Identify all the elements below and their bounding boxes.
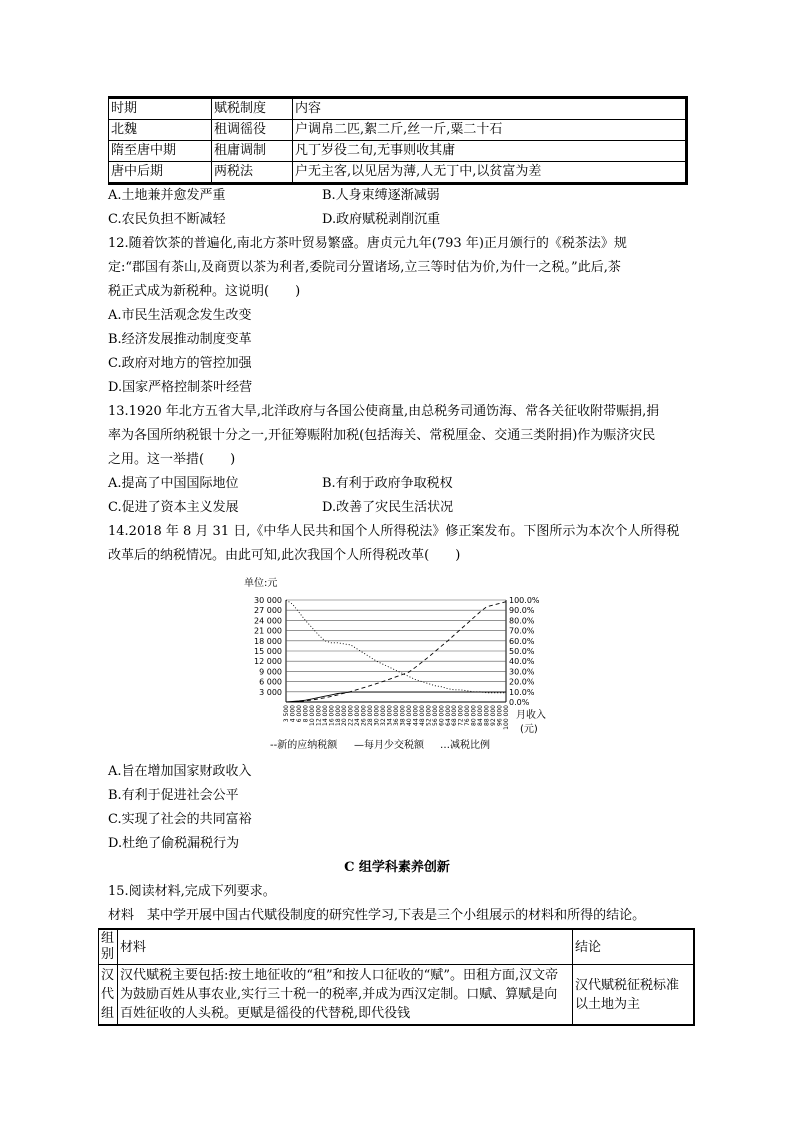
x-tick-label: 32 000 [380,705,388,726]
x-tick-label: 14 000 [321,705,329,726]
x-tick-label: 76 000 [464,705,472,726]
y-right-tick-label: 10.0% [509,687,535,697]
table-header-cell: 赋税制度 [212,98,293,120]
q14-option-a: A.旨在增加国家财政收入 [108,764,252,779]
legend-item: —每月少交税额 [354,740,424,751]
series-line-减税比例 [286,600,506,693]
q13-option-b: B.有利于政府争取税权 [322,476,453,491]
q13-option-d: D.改善了灾民生活状况 [322,500,454,515]
x-tick-label: 24 000 [354,705,362,726]
x-tick-label: 88 000 [483,705,491,726]
x-tick-label: 56 000 [431,705,439,726]
q13-stem-line: 之用。这一举措( ) [108,452,236,467]
y-left-tick-label: 21 000 [254,626,282,636]
table-cell: 汉代组 [99,965,118,1026]
section-title: C 组学科素养创新 [344,860,450,875]
q12-stem-line: 12.随着饮茶的普遍化,南北方茶叶贸易繁盛。唐贞元九年(793 年)正月颁行的《税茶法》规 [108,236,627,251]
x-tick-label: 30 000 [373,705,381,726]
x-tick-label: 4 000 [289,705,297,723]
table-cell: 隋至唐中期 [109,141,212,162]
q11-option-b: B.人身束缚逐渐减弱 [322,188,440,203]
x-tick-label: 60 000 [438,705,446,726]
y-right-tick-label: 60.0% [509,636,535,646]
y-left-tick-label: 24 000 [254,616,282,626]
y-left-tick-label: 3 000 [259,687,282,697]
q12-option-c: C.政府对地方的管控加强 [108,356,252,371]
y-right-tick-label: 20.0% [509,677,535,687]
table-cell: 户无主客,以见居为薄,人无丁中,以贫富为差 [293,162,687,184]
y-left-tick-label: 27 000 [254,606,282,616]
q13-stem-line: 率为各国所纳税银十分之一,开征筹赈附加税(包括海关、常税厘金、交通三类附捐)作为赈济灾民 [108,428,656,443]
q13-option-a: A.提高了中国国际地位 [108,476,239,491]
x-tick-label: 68 000 [451,705,459,726]
table-cell: 租庸调制 [212,141,293,162]
q14-option-b: B.有利于促进社会公平 [108,788,239,803]
x-tick-label: 18 000 [334,705,342,726]
tax-reform-chart [230,572,570,754]
table-header-row [109,98,687,120]
q11-option-d: D.政府赋税剥削沉重 [322,212,441,227]
x-tick-label: 48 000 [418,705,426,726]
table-row [99,965,695,1026]
series-line-新的应纳税额 [286,602,506,702]
table-cell: 租调徭役 [212,120,293,141]
x-tick-label: 80 000 [470,705,478,726]
table-row [109,141,687,162]
y-right-tick-label: 100.0% [509,596,540,605]
q14-option-c: C.实现了社会的共同富裕 [108,812,252,827]
q12-stem-line: 定:“郡国有茶山,及商贾以茶为利者,委院司分置诸场,立三等时估为价,为什一之税。”此后,茶 [108,260,621,275]
x-tick-label: 28 000 [367,705,375,726]
x-tick-label: 8 000 [302,705,310,723]
q11-option-c: C.农民负担不断减轻 [108,212,226,227]
y-left-tick-label: 9 000 [259,667,282,677]
q12-option-b: B.经济发展推动制度变革 [108,332,252,347]
material-table [98,928,695,1026]
tax-system-table [108,96,688,185]
legend-item: --新的应纳税额 [270,740,338,751]
y-right-tick-label: 70.0% [509,626,535,636]
x-tick-label: 20 000 [341,705,349,726]
y-right-tick-label: 0.0% [509,698,530,707]
table-header-cell: 结论 [573,929,695,965]
y-right-tick-label: 40.0% [509,657,535,667]
x-tick-label: 36 000 [393,705,400,726]
table-header-cell: 材料 [118,929,573,965]
table-row [109,162,687,184]
q13-option-c: C.促进了资本主义发展 [108,500,239,515]
table-header-cell: 组别 [99,929,118,965]
table-header-cell: 内容 [293,98,687,120]
q14-stem-line: 改革后的纳税情况。由此可知,此次我国个人所得税改革( ) [108,548,461,563]
table-header-row [99,929,695,965]
y-right-tick-label: 30.0% [509,667,535,677]
x-tick-label: 52 000 [425,705,433,726]
y-left-tick-label: 12 000 [254,657,282,667]
x-tick-label: 92 000 [490,705,498,726]
x-tick-label: 40 000 [405,705,413,726]
legend-item: …减税比例 [440,740,490,751]
x-tick-label: 44 000 [412,705,420,726]
q13-stem-line: 13.1920 年北方五省大旱,北洋政府与各国公使商量,由总税务司通饬海、常各关征收附带赈捐,捐 [108,404,660,419]
y-left-tick-label: 30 000 [254,596,282,605]
x-tick-label: 3 500 [283,705,290,723]
table-cell: 唐中后期 [109,162,212,184]
q12-option-a: A.市民生活观念发生改变 [108,308,252,323]
x-tick-label: 10 000 [308,705,316,726]
y-left-tick-label: 6 000 [259,677,282,687]
x-tick-label: 16 000 [328,705,336,726]
q15-stem-line: 15.阅读材料,完成下列要求。 [108,884,276,899]
chart-unit-label: 单位:元 [244,578,278,589]
x-tick-label: 64 000 [444,705,452,726]
q12-stem-line: 税正式成为新税种。这说明( ) [108,284,301,299]
x-tick-label: 22 000 [347,705,355,726]
q15-stem-line: 材料 某中学开展中国古代赋役制度的研究性学习,下表是三个小组展示的材料和所得的结论。 [108,908,646,923]
chart-xlabel: 月收入 [516,710,546,721]
x-tick-label: 100 000 [503,705,510,730]
y-right-tick-label: 90.0% [509,606,535,616]
y-right-tick-label: 80.0% [509,616,535,626]
table-header-cell: 时期 [109,98,212,120]
table-row [109,120,687,141]
x-tick-label: 6 000 [295,705,303,723]
q14-option-d: D.杜绝了偷税漏税行为 [108,836,240,851]
q11-option-a: A.土地兼并愈发严重 [108,188,226,203]
y-left-tick-label: 15 000 [254,647,282,656]
x-tick-label: 72 000 [457,705,465,726]
series-line-每月少交税额 [286,692,506,702]
table-cell: 汉代赋税主要包括:按土地征收的“租”和按人口征收的“赋”。田租方面,汉文帝为鼓励百姓从事农业,实行三十税一的税率,并成为西汉定制。口赋、算赋是向百姓征收的人头税。更赋是徭役的代替税,即代役钱 [118,965,573,1026]
table-cell: 凡丁岁役二旬,无事则收其庸 [293,141,687,162]
y-left-tick-label: 18 000 [254,636,282,646]
x-tick-label: 38 000 [399,705,407,726]
q14-stem-line: 14.2018 年 8 月 31 日,《中华人民共和国个人所得税法》修正案发布。下图所示为本次个人所得税 [108,524,680,539]
x-tick-label: 96 000 [496,705,504,726]
chart-xlabel-unit: (元) [520,724,538,735]
x-tick-label: 84 000 [477,705,485,726]
table-cell: 户调帛二匹,絮二斤,丝一斤,粟二十石 [293,120,687,141]
x-tick-label: 34 000 [386,705,394,726]
x-tick-label: 26 000 [360,705,368,726]
y-right-tick-label: 50.0% [509,647,535,656]
table-cell: 两税法 [212,162,293,184]
table-cell: 北魏 [109,120,212,141]
q12-option-d: D.国家严格控制茶叶经营 [108,380,253,395]
table-cell: 汉代赋税征税标准以土地为主 [573,965,695,1026]
x-tick-label: 12 000 [315,705,323,726]
